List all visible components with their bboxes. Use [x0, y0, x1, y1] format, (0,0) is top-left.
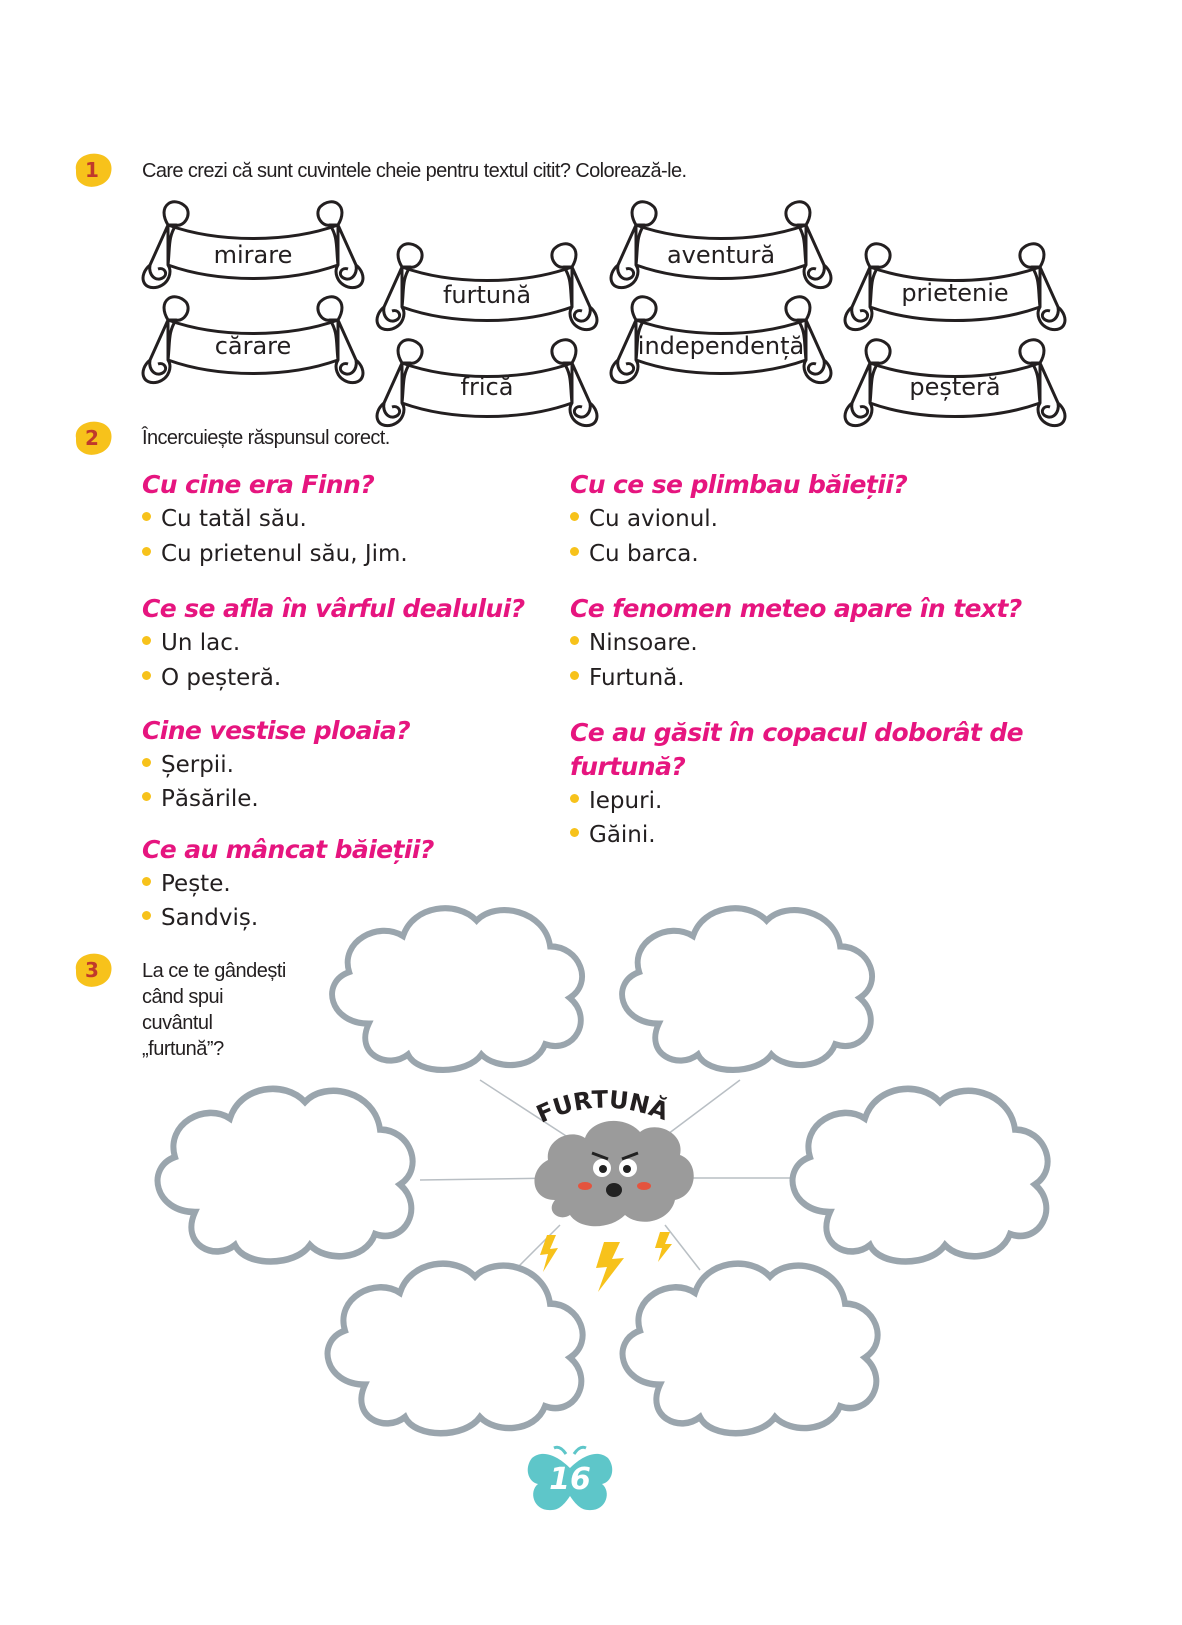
- answer-option[interactable]: Sandviș.: [142, 901, 258, 935]
- answer-cloud-top-right[interactable]: [622, 908, 872, 1070]
- answer-option[interactable]: O peșteră.: [142, 661, 281, 695]
- exercise-3-number: 3: [85, 958, 99, 982]
- exercise-1-number: 1: [85, 158, 99, 182]
- answer-option[interactable]: Păsările.: [142, 782, 259, 816]
- answer-option[interactable]: Furtună.: [570, 661, 685, 695]
- prompt-line: când spui: [142, 986, 224, 1008]
- answer-cloud-bottom-right[interactable]: [623, 1264, 878, 1434]
- keyword-label: prietenie: [901, 279, 1009, 307]
- question-boys-ate: Ce au mâncat băieții?: [142, 835, 434, 864]
- question-boys-travel: Cu ce se plimbau băieții?: [570, 470, 908, 499]
- exercise-3-badge: [70, 950, 114, 990]
- lightning-icon: [655, 1232, 672, 1262]
- exercise-2-number: 2: [85, 426, 99, 450]
- keyword-label: frică: [460, 373, 514, 401]
- answer-cloud-bottom-left[interactable]: [328, 1264, 583, 1434]
- question-hilltop: Ce se afla în vârful dealului?: [142, 594, 525, 623]
- answer-option[interactable]: Cu prietenul său, Jim.: [142, 537, 408, 571]
- lightning-icons: [540, 1232, 672, 1292]
- answer-cloud-mid-left[interactable]: [158, 1089, 413, 1262]
- answer-option[interactable]: Cu barca.: [570, 537, 699, 571]
- answer-option[interactable]: Cu avionul.: [570, 502, 718, 536]
- question-fallen-tree-line2: furtună?: [570, 752, 686, 781]
- prompt-line: „furtună”?: [142, 1038, 224, 1060]
- answer-option[interactable]: Pește.: [142, 867, 231, 901]
- answer-option[interactable]: Ninsoare.: [570, 626, 698, 660]
- prompt-line: La ce te gândești: [142, 960, 286, 982]
- keyword-label: cărare: [214, 332, 292, 360]
- keyword-label: aventură: [666, 241, 776, 269]
- answer-cloud-top-left[interactable]: [332, 908, 582, 1070]
- answer-option[interactable]: Cu tatăl său.: [142, 502, 307, 536]
- answer-option[interactable]: Găini.: [570, 818, 656, 852]
- exercise-1-instruction: Care crezi că sunt cuvintele cheie pentru textul citit? Colorează-le.: [142, 160, 687, 182]
- answer-option[interactable]: Șerpii.: [142, 748, 234, 782]
- keyword-label: independență: [637, 332, 805, 360]
- lightning-icon: [540, 1235, 558, 1272]
- storm-center-label: FURTUNĂ: [532, 1085, 673, 1129]
- storm-cloud-icon: [534, 1121, 693, 1226]
- answer-option[interactable]: Un lac.: [142, 626, 240, 660]
- question-fallen-tree-line1: Ce au găsit în copacul doborât de: [570, 718, 1024, 747]
- keyword-label: furtună: [442, 281, 532, 309]
- lightning-icon: [596, 1242, 624, 1292]
- exercise-2-instruction: Încercuiește răspunsul corect.: [142, 427, 390, 449]
- keyword-label: peșteră: [909, 373, 1001, 401]
- prompt-line: cuvântul: [142, 1012, 213, 1034]
- exercise-3-prompt: [142, 958, 286, 1062]
- question-weather-phenomenon: Ce fenomen meteo apare în text?: [570, 594, 1022, 623]
- question-finn-companion: Cu cine era Finn?: [142, 470, 375, 499]
- question-rain-herald: Cine vestise ploaia?: [142, 716, 411, 745]
- answer-cloud-mid-right[interactable]: [793, 1089, 1048, 1262]
- page-number: 16: [549, 1462, 591, 1497]
- answer-option[interactable]: Iepuri.: [570, 784, 662, 818]
- keyword-label: mirare: [213, 241, 293, 269]
